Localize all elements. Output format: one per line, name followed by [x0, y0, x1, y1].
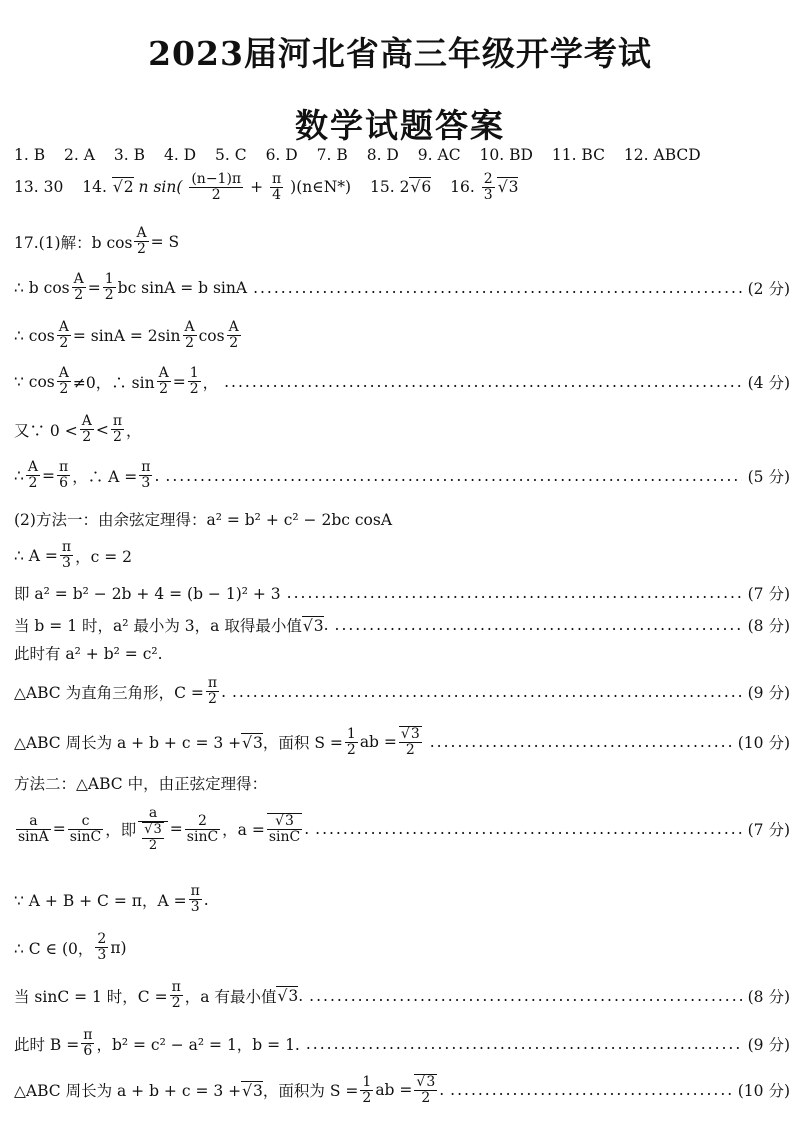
answer-11: 11. BC — [551, 146, 605, 164]
sol-line-5: 又∵ 0 < $\frac{A}{2}$ < $\frac{\pi}{2}$ ， — [14, 413, 142, 446]
answer-3: 3. B — [113, 146, 146, 164]
sol-line-1: 17.(1)解：b cos $\frac{A}{2}$ = S — [14, 225, 180, 258]
sol-line-7: (2)方法一：由余弦定理得：a² = b² + c² − 2bc cosA — [14, 511, 393, 529]
sol-line-16: ∵ A + B + C = π，A = $\frac{\pi}{3}$ . — [14, 883, 209, 916]
answer-2: 2. A — [64, 146, 95, 164]
answer-8: 8. D — [366, 146, 399, 164]
answer-6: 6. D — [265, 146, 298, 164]
answer-7: 7. B — [316, 146, 348, 164]
answer-9: 9. AC — [417, 146, 461, 164]
answer-14-post: )(n∈N*) — [290, 177, 352, 196]
answer-15-coef: 2 — [399, 177, 410, 196]
answer-1: 1. B — [14, 146, 46, 164]
answer-14-label: 14. — [82, 177, 107, 196]
sol-line-10: 当 b = 1 时，a² 最小为 3，a 取得最小值 √ 3 . ..... (8 分) — [14, 614, 790, 636]
answer-12: 12. ABCD — [623, 146, 701, 164]
sol-line-6: ∴ $\frac{A}{2}$ = $\frac{\pi}{6}$ ，∴ A = $\frac{\pi}{3}$ . ..... (5 分) — [14, 460, 790, 492]
choice-answers — [14, 146, 715, 164]
sol-line-13: △ABC 周长为 a + b + c = 3 + √ 3 ，面积 S = $\frac{1}{2}$ ab = √ $\frac{3}{2}$ ..... (10 分) — [14, 726, 790, 759]
sol-line-11: 此时有 a² + b² = c². — [14, 645, 163, 663]
sol-line-14: 方法二：△ABC 中，由正弦定理得： — [14, 775, 268, 793]
sol-line-17: ∴ C ∈ (0， $\frac{2}{3}$ π) — [14, 931, 127, 964]
answer-16-frac: $\frac{2}{3}$ — [483, 171, 493, 204]
answer-14-plus: + — [250, 177, 264, 196]
answer-15-rad: √ 6 — [409, 177, 431, 196]
page-title: 2023届河北省高三年级开学考试 — [148, 34, 652, 73]
answer-14-frac-1: $\frac{(n-1)\pi}{2}$ — [191, 171, 242, 204]
answer-15-label: 15. — [370, 177, 395, 196]
answer-16-label: 16. — [450, 177, 475, 196]
sol-line-12: △ABC 为直角三角形，C = $\frac{\pi}{2}$ . ..... (9 分) — [14, 676, 790, 708]
sol-line-3: ∴ cos $\frac{A}{2}$ = sinA = 2sin $\frac{A}{2}$ cos $\frac{A}{2}$ — [14, 319, 239, 352]
sol-line-9: 即 a² = b² − 2b + 4 = (b − 1)² + 3 ..... (7 分) — [14, 582, 790, 604]
answer-10: 10. BD — [479, 146, 533, 164]
sol-line-4: ∵ cos $\frac{A}{2}$ ≠0，∴ sin $\frac{A}{2}$ = $\frac{1}{2}$ ， ..... (4 分) — [14, 366, 790, 398]
sol-line-18: 当 sinC = 1 时，C = $\frac{\pi}{2}$ ，a 有最小值 √ 3 . ..... (8 分) — [14, 980, 790, 1012]
sol-line-19: 此时 B = $\frac{\pi}{6}$ ，b² = c² − a² = 1，b = 1. ..... (9 分) — [14, 1028, 790, 1060]
sol-line-2: ∴ b cos $\frac{A}{2}$ = $\frac{1}{2}$ bc sinA = b sinA ..... (2 分) — [14, 272, 790, 304]
page-subtitle: 数学试题答案 — [295, 106, 505, 145]
answer-4: 4. D — [163, 146, 197, 164]
fill-answers — [14, 172, 518, 204]
answer-14-frac-2: $\frac{\pi}{4}$ — [272, 171, 282, 204]
answer-14-sqrt: √ 2 — [112, 177, 134, 196]
sol-line-8: ∴ A = $\frac{\pi}{3}$ ，c = 2 — [14, 539, 132, 572]
answer-13: 13. 30 — [14, 177, 64, 196]
answer-14-nsin: n sin( — [138, 177, 183, 196]
sol-line-20: △ABC 周长为 a + b + c = 3 + √ 3 ，面积为 S = $\frac{1}{2}$ ab = √ $\frac{3}{2}$ . ..... (10 分) — [14, 1074, 790, 1107]
sol-line-15: $\frac{a}{\sin A}$ = $\frac{c}{\sin C}$ ，即 a √ $\frac{3}{2}$ = $\frac{2}{\sin C}$ ，a = √ $\frac{3}{\sin C}$ . ..... (7 分) — [14, 806, 790, 853]
answer-5: 5. C — [215, 146, 247, 164]
answer-16-rad: √ 3 — [497, 177, 519, 196]
